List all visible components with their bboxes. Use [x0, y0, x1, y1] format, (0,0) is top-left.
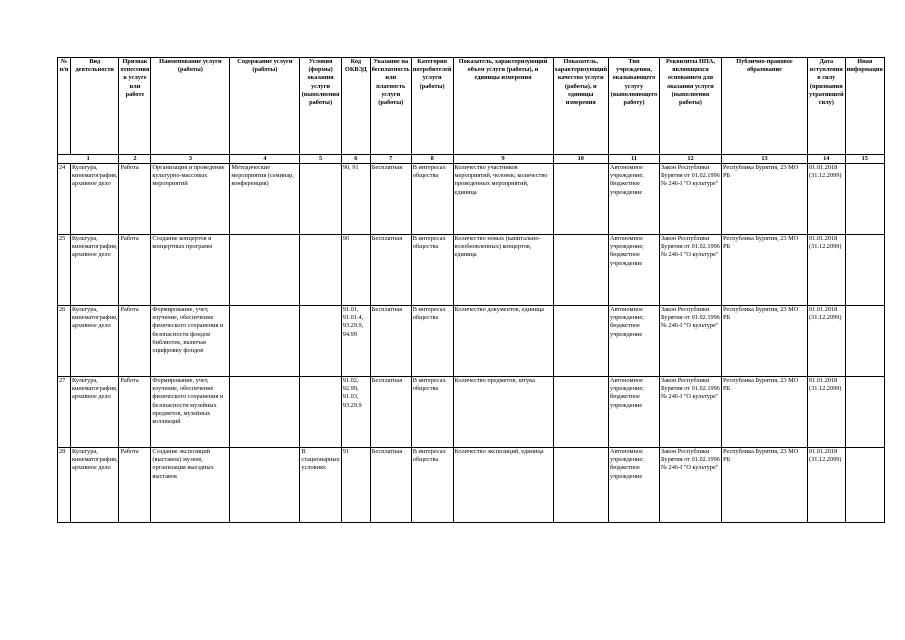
content-cell [230, 235, 300, 306]
entity-cell: Республика Бурятия, 23 МО РБ [721, 164, 807, 235]
header-cell: Реквизиты НПА, являющихся основанием для оказания услуги (выполнения работы) [659, 58, 721, 155]
header-cell: Показатель, характеризующий качество услуги (работы), и единицы измерения [553, 58, 608, 155]
category-cell: В интересах общества [411, 448, 453, 523]
category-cell: В интересах общества [411, 306, 453, 377]
column-number: 9 [453, 155, 553, 164]
date-cell: 01.01.2018 (31.12.2099) [807, 448, 845, 523]
header-cell: Условия (формы) оказания услуги (выполнения работы) [300, 58, 341, 155]
npa-cell: Закон Республики Бурятия от 01.02.1996 № 246-I "О культуре" [659, 164, 721, 235]
conditions-cell: В стационарных условиях [300, 448, 341, 523]
service-name-cell: Формирование, учет, изучение, обеспечение физического сохранения и безопасности фондов библиотек, включая оцифровку фондов [151, 306, 230, 377]
row-number: 26 [58, 306, 71, 377]
column-number: 2 [119, 155, 151, 164]
header-cell: Содержание услуги (работы) [230, 58, 300, 155]
header-cell: Категория потребителей услуги (работы) [411, 58, 453, 155]
table-row [58, 164, 885, 235]
volume-cell: Количество документов, единица [453, 306, 553, 377]
header-cell: Наименование услуги (работы) [151, 58, 230, 155]
column-number: 5 [300, 155, 341, 164]
quality-cell [553, 306, 608, 377]
table-row [58, 306, 885, 377]
column-number: 15 [845, 155, 884, 164]
volume-cell: Количество экспозиций, единица [453, 448, 553, 523]
column-number: 12 [659, 155, 721, 164]
payment-cell: Бесплатная [370, 306, 411, 377]
volume-cell: Количество участников мероприятий, человек; количество проведенных мероприятий, единица [453, 164, 553, 235]
okved-cell: 91 [341, 448, 370, 523]
column-number: 3 [151, 155, 230, 164]
category-cell: В интересах общества [411, 235, 453, 306]
sign-cell: Работа [119, 377, 151, 448]
npa-cell: Закон Республики Бурятия от 01.02.1996 № 246-I "О культуре" [659, 377, 721, 448]
entity-cell: Республика Бурятия, 23 МО РБ [721, 235, 807, 306]
column-number: 8 [411, 155, 453, 164]
column-number: 6 [341, 155, 370, 164]
conditions-cell [300, 377, 341, 448]
other-cell [845, 164, 884, 235]
row-number: 28 [58, 448, 71, 523]
payment-cell: Бесплатная [370, 448, 411, 523]
date-cell: 01.01.2018 (31.12.2099) [807, 377, 845, 448]
header-cell: Показатель, характеризующий объем услуги (работы), и единицы измерения [453, 58, 553, 155]
date-cell: 01.01.2018 (31.12.2099) [807, 306, 845, 377]
header-cell: Иная информация [845, 58, 884, 155]
category-cell: В интересах общества [411, 164, 453, 235]
header-cell: Указание на бесплатность или платность услуги (работы) [370, 58, 411, 155]
conditions-cell [300, 235, 341, 306]
okved-cell: 90 [341, 235, 370, 306]
entity-cell: Республика Бурятия, 23 МО РБ [721, 377, 807, 448]
quality-cell [553, 448, 608, 523]
column-number: 10 [553, 155, 608, 164]
column-number: 1 [58, 155, 119, 164]
npa-cell: Закон Республики Бурятия от 01.02.1996 № 246-I "О культуре" [659, 448, 721, 523]
okved-cell: 90, 91 [341, 164, 370, 235]
content-cell: Методические мероприятия (семинар, конференция) [230, 164, 300, 235]
table-row [58, 448, 885, 523]
payment-cell: Бесплатная [370, 377, 411, 448]
header-cell: Тип учреждения, оказывающего услугу (выполняющего работу) [608, 58, 659, 155]
header-cell: Публично-правовое образование [721, 58, 807, 155]
okved-cell: 91.01, 91.01.4, 93.29.9, 94.99 [341, 306, 370, 377]
sign-cell: Работа [119, 235, 151, 306]
header-cell: Дата вступления в силу (признания утратившей силу) [807, 58, 845, 155]
institution-type-cell: Автономное учреждение; бюджетное учреждение [608, 235, 659, 306]
content-cell [230, 306, 300, 377]
activity-cell: Культура, кинематография, архивное дело [71, 306, 119, 377]
table-row [58, 235, 885, 306]
quality-cell [553, 164, 608, 235]
service-name-cell: Формирование, учет, изучение, обеспечение физического сохранения и безопасности музейных предметов, музейных коллекций [151, 377, 230, 448]
header-cell: Признак отнесения к услуге или работе [119, 58, 151, 155]
activity-cell: Культура, кинематография, архивное дело [71, 377, 119, 448]
institution-type-cell: Автономное учреждение; бюджетное учреждение [608, 448, 659, 523]
header-cell: Код ОКВЭД [341, 58, 370, 155]
quality-cell [553, 235, 608, 306]
header-cell: Вид деятельности [71, 58, 119, 155]
content-cell [230, 448, 300, 523]
column-number: 7 [370, 155, 411, 164]
content-cell [230, 377, 300, 448]
column-number-row [58, 155, 885, 164]
service-name-cell: Создание экспозиций (выставок) музеев, организация выездных выставок [151, 448, 230, 523]
row-number: 24 [58, 164, 71, 235]
conditions-cell [300, 306, 341, 377]
other-cell [845, 448, 884, 523]
activity-cell: Культура, кинематография, архивное дело [71, 448, 119, 523]
npa-cell: Закон Республики Бурятия от 01.02.1996 № 246-I "О культуре" [659, 235, 721, 306]
service-name-cell: Создание концертов и концертных программ [151, 235, 230, 306]
date-cell: 01.01.2018 (31.12.2099) [807, 164, 845, 235]
other-cell [845, 377, 884, 448]
sign-cell: Работа [119, 164, 151, 235]
volume-cell: Количество новых (капитально-возобновленных) концертов, единица [453, 235, 553, 306]
services-table [57, 57, 885, 523]
other-cell [845, 306, 884, 377]
category-cell: В интересах общества [411, 377, 453, 448]
table-row [58, 377, 885, 448]
service-name-cell: Организация и проведение культурно-массовых мероприятий [151, 164, 230, 235]
header-cell: № п/п [58, 58, 71, 155]
conditions-cell [300, 164, 341, 235]
institution-type-cell: Автономное учреждение; бюджетное учреждение [608, 164, 659, 235]
other-cell [845, 235, 884, 306]
sign-cell: Работа [119, 448, 151, 523]
volume-cell: Количество предметов, штука [453, 377, 553, 448]
column-number: 4 [230, 155, 300, 164]
header-row [58, 58, 885, 155]
date-cell: 01.01.2018 (31.12.2099) [807, 235, 845, 306]
sign-cell: Работа [119, 306, 151, 377]
okved-cell: 91.02, 92.99, 91.03, 93.29.9 [341, 377, 370, 448]
activity-cell: Культура, кинематография, архивное дело [71, 235, 119, 306]
npa-cell: Закон Республики Бурятия от 01.02.1996 № 246-I "О культуре" [659, 306, 721, 377]
row-number: 27 [58, 377, 71, 448]
column-number: 11 [608, 155, 659, 164]
payment-cell: Бесплатная [370, 235, 411, 306]
entity-cell: Республика Бурятия, 23 МО РБ [721, 306, 807, 377]
column-number: 14 [807, 155, 845, 164]
entity-cell: Республика Бурятия, 23 МО РБ [721, 448, 807, 523]
quality-cell [553, 377, 608, 448]
activity-cell: Культура, кинематография, архивное дело [71, 164, 119, 235]
column-number: 13 [721, 155, 807, 164]
institution-type-cell: Автономное учреждение; бюджетное учреждение [608, 377, 659, 448]
institution-type-cell: Автономное учреждение; бюджетное учреждение [608, 306, 659, 377]
payment-cell: Бесплатная [370, 164, 411, 235]
row-number: 25 [58, 235, 71, 306]
